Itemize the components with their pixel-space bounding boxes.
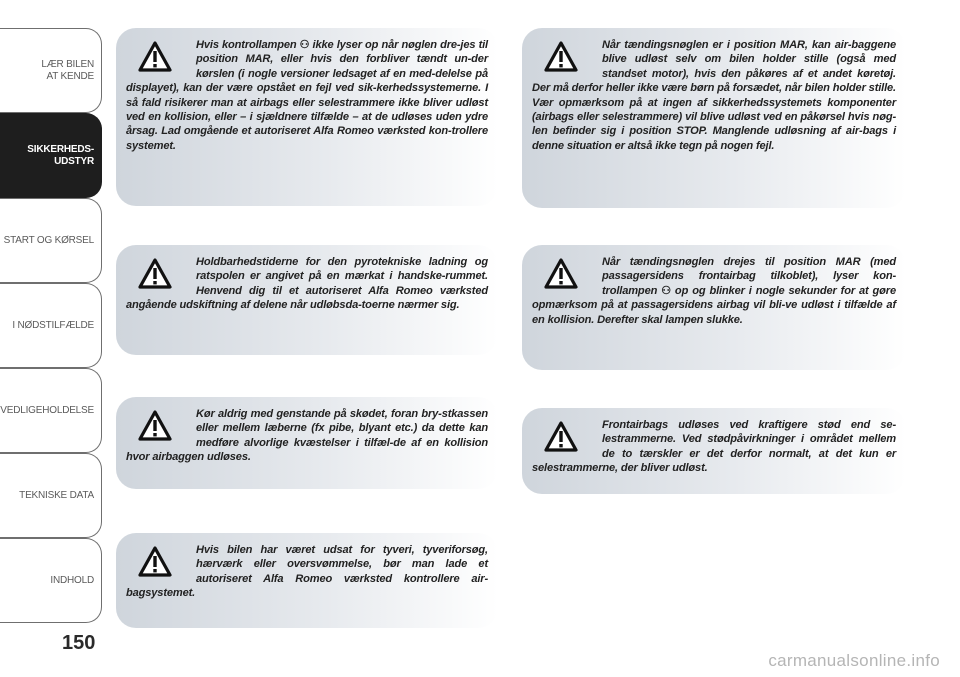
airbag-warning-lamp-icon: ⚇ [299,39,310,51]
warning-triangle-icon [544,255,598,295]
warning-text: Hvis bilen har været udsat for tyveri, tyveriforsøg, hærværk eller oversvømmelse, bør man lade et autoriseret Alfa Romeo værksted kontrollere air-bagsystemet. [126,544,488,600]
watermark: carmanualsonline.info [768,651,940,670]
warning-box-theft [116,533,498,628]
warning-box-key-in-mar [522,28,906,208]
warning-triangle-icon [138,407,192,447]
warning-text: Når tændingsnøglen er i position MAR, kan air-baggene blive udløst selv om bilen holder stille (også med standset motor), hvis den påkøres af et andet køretøj. Der må derfor heller ikke være børn på forsædet, når bilen holder stille. Vær opmærksom på at ingen af sikkerhedssystemets komponenter (airbags eller selestrammere) vil blive udløst ved en påkørsel hvis nøg-len befinder sig i position STOP. Manglende udløsning af air-bags i denne situation er altså ikke tegn på nogen fejl. [532,39,896,152]
warning-text: Frontairbags udløses ved kraftigere stød end se-lestrammerne. Ved stødpåvirkninger i området mellem de to tærskler er det derfor normalt, at det kun er selestrammerne, der bliver udløst. [532,419,896,475]
warning-text-post: ikke lyser op når nøglen dre-jes til position MAR, eller hvis den forbliver tændt un-der kørslen (i nogle versioner ledsaget af en med-delelse på displayet), kan der være opstået en fejl ved sik-kerhedssystemerne. I så fald risikerer man at airbags eller selestrammere ikke bliver udløst ved en kollision, eller – i sjældnere tilfælde – at de udløses uden ydre årsag. Lad omgående et autoriseret Alfa Romeo værksted kon-trollere systemet. [126,39,488,152]
tab-tekniske-data[interactable]: TEKNISKE DATA [0,453,102,538]
tab-vedligeholdelse[interactable]: VEDLIGEHOLDELSE [0,368,102,453]
tab-i-nodstilfaelde[interactable]: I NØDSTILFÆLDE [0,283,102,368]
passenger-airbag-lamp-icon: ⚇ [661,284,671,297]
warning-box-objects-on-lap [116,397,498,489]
warning-box-front-airbags [522,408,906,494]
warning-text: Holdbarhedstiderne for den pyrotekniske ladning og ratspolen er angivet på en mærkat i handske-rummet. Henvend dig til et autoriseret Alfa Romeo værksted angående udskiftning af delene når udløbsda-toerne nærmer sig. [126,256,488,312]
tab-indhold[interactable]: INDHOLD [0,538,102,623]
warning-text-pre: Når tændingsnøglen drejes til position MAR (med passagersidens frontairbag tilkoblet), lyser kon-trollampen [602,256,896,297]
tab-sikkerhedsudstyr[interactable]: SIKKERHEDS- UDSTYR [0,113,102,198]
chapter-tabs [0,28,102,623]
warning-box-pyrotechnic [116,245,498,355]
warning-triangle-icon [138,38,192,78]
warning-triangle-icon [544,418,598,458]
page-number: 150 [62,632,96,654]
tab-laer-bilen[interactable]: LÆR BILEN AT KENDE [0,28,102,113]
warning-triangle-icon [138,543,192,583]
warning-text-post: op og blinker i nogle sekunder for at gøre opmærksom på at passagersidens airbag vil bli-ve udløst i tilfælde af en kollision. Derefter skal lampen slukke. [532,284,896,326]
tab-start-og-korsel[interactable]: START OG KØRSEL [0,198,102,283]
warning-triangle-icon [138,255,192,295]
warning-box-control-lamp [116,28,498,206]
warning-triangle-icon [544,38,598,78]
warning-box-passenger-airbag [522,245,906,370]
warning-text-pre: Hvis kontrollampen [196,39,300,51]
warning-text: Kør aldrig med genstande på skødet, foran bry-stkassen eller mellem læberne (fx pibe, blyant etc.) da dette kan medføre alvorlige kvæstelser i tilfæl-de af en kollision hvor airbaggen udløses. [126,408,488,464]
